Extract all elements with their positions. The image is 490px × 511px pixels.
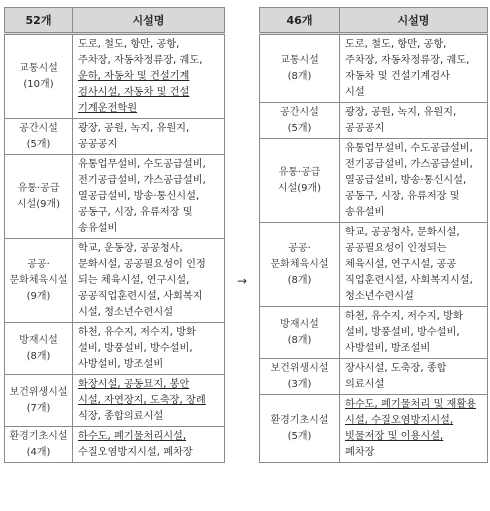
category-name: 방재시설 xyxy=(19,334,58,346)
table-row xyxy=(5,239,225,323)
category-cell xyxy=(5,155,73,239)
facility-cell xyxy=(340,223,488,307)
table-row xyxy=(5,34,225,119)
facility-line: 검사시설, 자동차 및 건설 xyxy=(78,87,190,98)
facility-cell xyxy=(340,395,488,463)
facility-line: 전기공급설비, 가스공급설비, xyxy=(345,159,473,170)
facility-line: 식장, 종합의료시설 xyxy=(78,411,164,422)
facility-header: 시설명 xyxy=(340,8,488,34)
facility-line: 도로, 철도, 항만, 공항, xyxy=(345,39,447,50)
facility-line: 전기공급설비, 가스공급설비, xyxy=(78,175,206,186)
facility-line: 열공급설비, 방송·통신시설, xyxy=(78,191,200,202)
table-row xyxy=(260,103,488,139)
facility-line: 운하, 자동차 및 건설기계 xyxy=(78,71,190,82)
category-count: (10개) xyxy=(23,78,54,90)
facility-line: 학교, 공공청사, 문화시설, xyxy=(345,227,460,238)
facility-line: 공공공지 xyxy=(345,123,385,134)
facility-line: 학교, 운동장, 공공청사, xyxy=(78,243,183,254)
header-row xyxy=(260,8,488,34)
table-row xyxy=(260,307,488,359)
facility-cell xyxy=(340,359,488,395)
category-name: 문화체육시설 xyxy=(9,274,68,286)
facility-cell xyxy=(340,34,488,103)
facility-cell xyxy=(340,103,488,139)
facility-header: 시설명 xyxy=(73,8,225,34)
facility-cell xyxy=(340,139,488,223)
category-cell xyxy=(260,395,340,463)
facility-line: 공동구, 시장, 유류저장 및 xyxy=(345,191,460,202)
facility-line: 주차장, 자동차정류장, 궤도, xyxy=(78,55,203,66)
category-cell xyxy=(5,34,73,119)
facility-line: 체육시설, 연구시설, 공공 xyxy=(345,259,457,270)
facility-table-before xyxy=(4,7,225,463)
table-row xyxy=(260,34,488,103)
facility-line: 의료시설 xyxy=(345,379,385,390)
table-row xyxy=(5,119,225,155)
category-name: 방재시설 xyxy=(280,318,319,330)
category-count: (5개) xyxy=(26,138,51,150)
facility-line: 수질오염방지시설, 폐차장 xyxy=(78,447,193,458)
category-count: (8개) xyxy=(287,70,312,82)
facility-line: 하천, 유수지, 저수지, 방화 xyxy=(78,327,196,338)
category-cell xyxy=(260,139,340,223)
category-name: 환경기초시설 xyxy=(270,414,329,426)
table-row xyxy=(260,359,488,395)
facility-line: 유통업무설비, 수도공급설비, xyxy=(345,143,473,154)
facility-line: 도로, 철도, 항만, 공항, xyxy=(78,39,180,50)
category-count: 시설(9개) xyxy=(277,182,322,194)
table-row xyxy=(260,223,488,307)
category-count: 시설(9개) xyxy=(16,198,61,210)
category-name: 교통시설 xyxy=(280,54,319,66)
category-cell xyxy=(5,375,73,427)
facility-cell xyxy=(73,427,225,463)
category-count: (8개) xyxy=(287,274,312,286)
category-count: (5개) xyxy=(287,122,312,134)
category-count: (4개) xyxy=(26,446,51,458)
facility-line: 공공필요성이 인정되는 xyxy=(345,243,447,254)
facility-line: 하수도, 폐기물처리시설, xyxy=(78,431,187,442)
facility-line: 청소년수련시설 xyxy=(345,291,414,302)
facility-line: 폐차장 xyxy=(345,447,375,458)
right-arrow-icon: → xyxy=(236,274,248,288)
category-count: (9개) xyxy=(26,290,51,302)
category-cell xyxy=(260,359,340,395)
category-cell xyxy=(260,307,340,359)
count-header: 46개 xyxy=(260,8,340,34)
facility-line: 설비, 방풍설비, 방수설비, xyxy=(345,327,460,338)
category-name: 보건위생시설 xyxy=(270,362,329,374)
category-count: (3개) xyxy=(287,378,312,390)
facility-line: 유통업무설비, 수도공급설비, xyxy=(78,159,206,170)
facility-line: 광장, 공원, 녹지, 유원지, xyxy=(345,107,457,118)
facility-line: 문화시설, 공공필요성이 인정 xyxy=(78,259,206,270)
facility-cell xyxy=(73,34,225,119)
facility-line: 설비, 방풍설비, 방수설비, xyxy=(78,343,193,354)
facility-line: 송유설비 xyxy=(78,223,118,234)
facility-cell xyxy=(73,323,225,375)
facility-line: 하수도, 폐기물처리 및 재활용 xyxy=(345,399,477,410)
facility-line: 공공직업훈련시설, 사회복지 xyxy=(78,291,203,302)
category-name: 교통시설 xyxy=(19,62,58,74)
category-count: (5개) xyxy=(287,430,312,442)
facility-line: 공동구, 시장, 유류저장 및 xyxy=(78,207,193,218)
category-name: 공공· xyxy=(27,258,50,270)
facility-line: 열공급설비, 방송·통신시설, xyxy=(345,175,467,186)
facility-cell xyxy=(73,155,225,239)
facility-line: 기계운전학원 xyxy=(78,103,138,114)
category-name: 유통·공급 xyxy=(17,182,60,194)
facility-line: 송유설비 xyxy=(345,207,385,218)
category-cell xyxy=(260,223,340,307)
count-header: 52개 xyxy=(5,8,73,34)
category-name: 환경기초시설 xyxy=(9,430,68,442)
category-count: (8개) xyxy=(287,334,312,346)
facility-line: 자동차 및 건설기계검사 xyxy=(345,71,450,82)
category-name: 문화체육시설 xyxy=(270,258,329,270)
facility-line: 시설, 청소년수련시설 xyxy=(78,307,174,318)
category-count: (8개) xyxy=(26,350,51,362)
facility-line: 빗물저장 및 이용시설, xyxy=(345,431,444,442)
facility-line: 직업훈련시설, 사회복지시설, xyxy=(345,275,473,286)
category-name: 보건위생시설 xyxy=(9,386,68,398)
category-cell xyxy=(5,119,73,155)
category-cell xyxy=(260,103,340,139)
facility-line: 사방설비, 방조설비 xyxy=(345,343,431,354)
facility-cell xyxy=(73,375,225,427)
header-row xyxy=(5,8,225,34)
facility-line: 공공공지 xyxy=(78,139,118,150)
table-row xyxy=(260,139,488,223)
facility-line: 시설, 수질오염방지시설, xyxy=(345,415,454,426)
category-name: 공간시설 xyxy=(280,106,319,118)
facility-line: 시설 xyxy=(345,87,365,98)
category-count: (7개) xyxy=(26,402,51,414)
facility-table-after xyxy=(259,7,488,463)
category-name: 공간시설 xyxy=(19,122,58,134)
table-row xyxy=(5,323,225,375)
category-cell xyxy=(5,239,73,323)
facility-line: 시설, 자연장지, 도축장, 장례 xyxy=(78,395,206,406)
category-cell xyxy=(260,34,340,103)
table-row xyxy=(5,427,225,463)
category-cell xyxy=(5,323,73,375)
table-row xyxy=(5,155,225,239)
facility-line: 하천, 유수지, 저수지, 방화 xyxy=(345,311,463,322)
table-row xyxy=(5,375,225,427)
category-cell xyxy=(5,427,73,463)
facility-line: 광장, 공원, 녹지, 유원지, xyxy=(78,123,190,134)
facility-cell xyxy=(340,307,488,359)
facility-cell xyxy=(73,239,225,323)
table-row xyxy=(260,395,488,463)
facility-line: 장사시설, 도축장, 종합 xyxy=(345,363,447,374)
facility-cell xyxy=(73,119,225,155)
facility-line: 되는 체육시설, 연구시설, xyxy=(78,275,190,286)
category-name: 유통·공급 xyxy=(278,166,321,178)
facility-line: 사방설비, 방조설비 xyxy=(78,359,164,370)
category-name: 공공· xyxy=(288,242,311,254)
facility-line: 화장시설, 공동묘지, 봉안 xyxy=(78,379,190,390)
facility-line: 주차장, 자동차정류장, 궤도, xyxy=(345,55,470,66)
